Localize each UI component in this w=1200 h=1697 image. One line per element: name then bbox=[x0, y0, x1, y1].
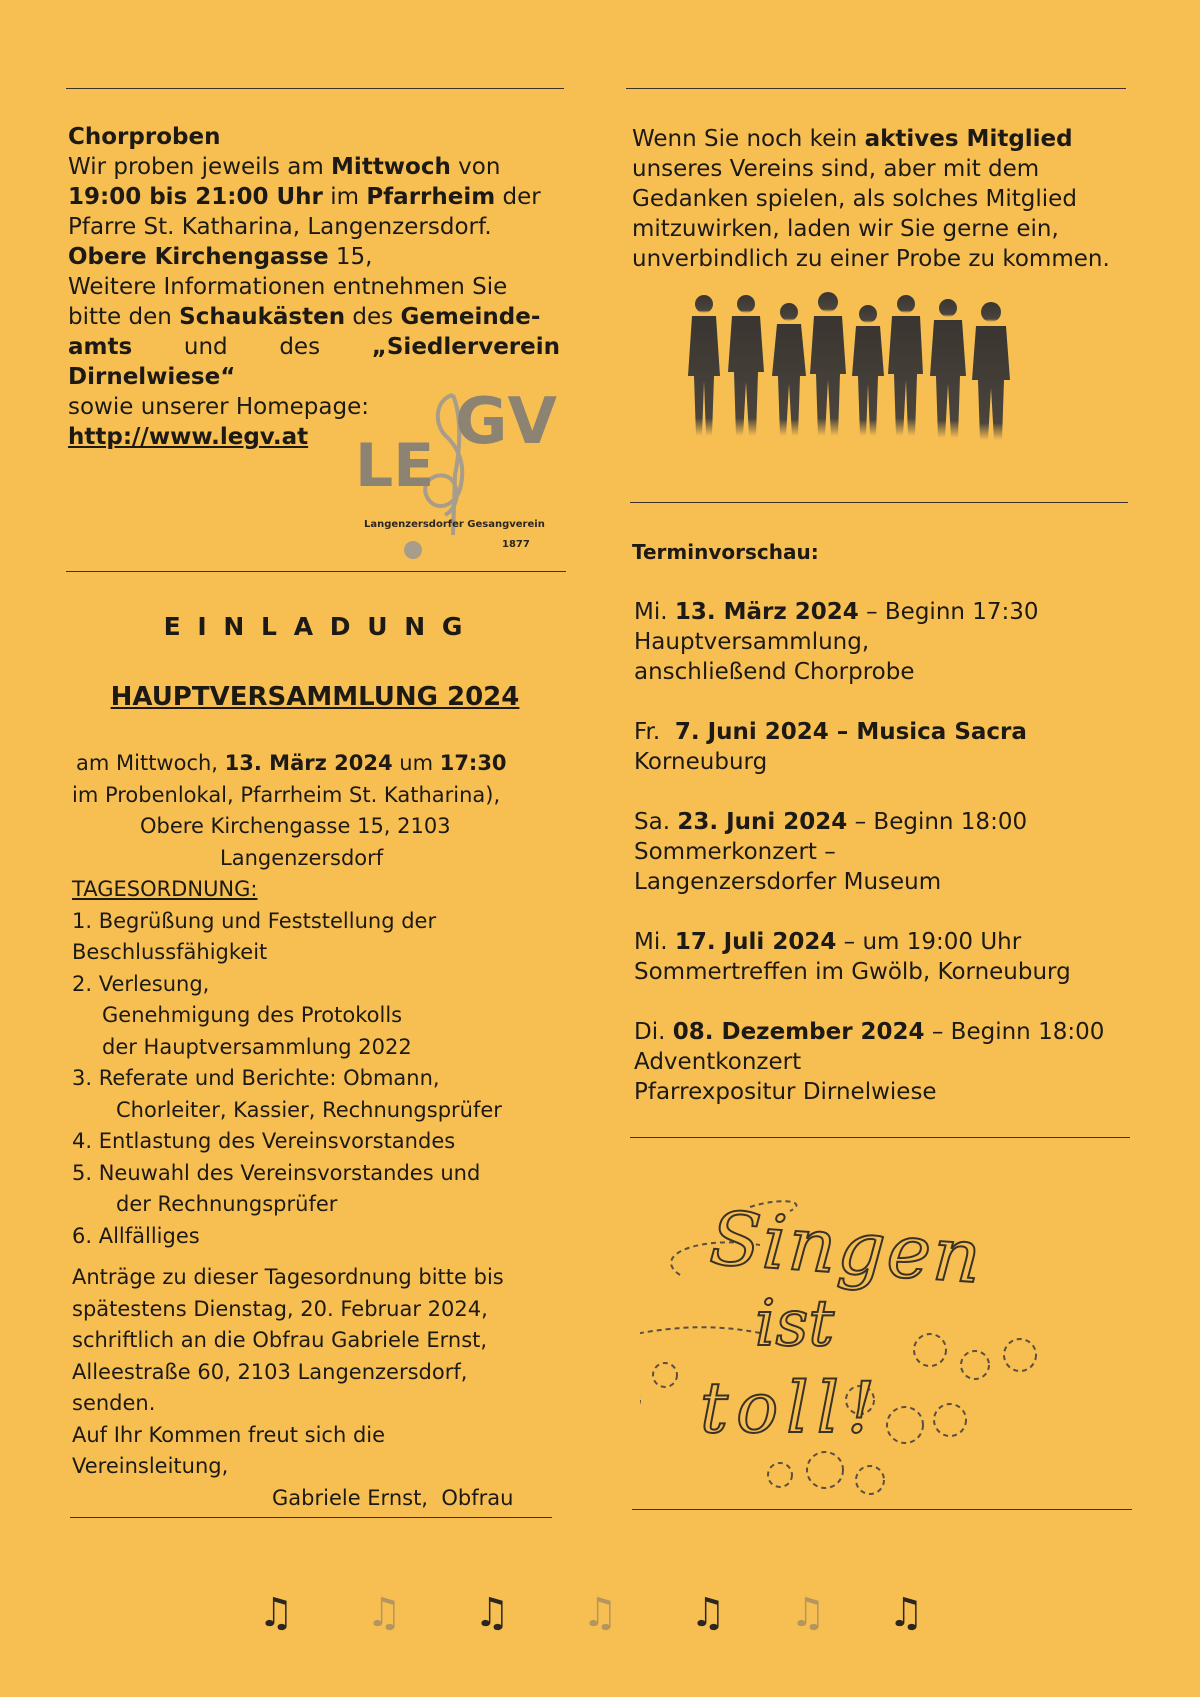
chorproben-heading: Chorproben bbox=[68, 124, 221, 150]
event-item: Di. 08. Dezember 2024 – Beginn 18:00 Adventkonzert Pfarrexpositur Dirnelwiese bbox=[634, 1019, 1105, 1105]
music-note-icon: ♫ bbox=[474, 1590, 510, 1636]
membership-invite: Wenn Sie noch kein aktives Mitglied unseres Vereins sind, aber mit dem Gedanken spielen, als solches Mitglied mitzuwirken, laden wir Sie gerne ein, unverbindlich zu einer Probe zu kommen. bbox=[632, 126, 1110, 272]
agenda-item: 2. Verlesung, bbox=[72, 971, 210, 996]
chorproben-line: Pfarre St. Katharina, Langenzersdorf. bbox=[68, 214, 492, 240]
divider bbox=[630, 1137, 1130, 1138]
music-note-icon: ♫ bbox=[582, 1590, 618, 1636]
music-note-icon: ♫ bbox=[366, 1590, 402, 1636]
agenda-item: der Rechnungsprüfer bbox=[116, 1192, 338, 1216]
divider bbox=[632, 1509, 1132, 1510]
agenda-item: der Hauptversammlung 2022 bbox=[102, 1034, 412, 1059]
slogan-word: toll! bbox=[700, 1367, 884, 1449]
logo-letters-gv: GV bbox=[455, 385, 558, 459]
music-note-icon: ♫ bbox=[888, 1590, 924, 1636]
agenda-item: Beschlussfähigkeit bbox=[72, 940, 268, 964]
music-note-icon: ♫ bbox=[258, 1590, 294, 1636]
termine-heading: Terminvorschau: bbox=[632, 540, 819, 564]
logo-letters-le: LE bbox=[355, 431, 435, 501]
divider bbox=[66, 571, 566, 572]
agenda-list bbox=[72, 906, 562, 1253]
event-item: Fr. 7. Juni 2024 – Musica Sacra Korneuburg bbox=[634, 719, 1027, 775]
agenda-heading: TAGESORDNUNG: bbox=[72, 877, 258, 901]
people-silhouettes-image bbox=[680, 290, 1050, 450]
meeting-details: am Mittwoch, 13. März 2024 um 17:30 im Probenlokal, Pfarrheim St. Katharina), Obere Kirchengasse 15, 2103 Langenzersdorf TAGESORDNUNG: 1. Begrüßung und Feststellung der Beschlussfähigkeit 2. Verlesung, Genehmigung des Protokolls der Hauptversammlung 2022 3. Referate und Berichte: Obmann, Chorleiter, Kassier, Rechnungsprüfer 4. Entlastung des Vereinsvorstandes 5. Neuwahl des Vereinsvorstandes und der Rechnungsprüfer 6. Allfälliges bbox=[72, 748, 562, 1252]
agenda-item: 6. Allfälliges bbox=[72, 1223, 200, 1248]
signature: Gabriele Ernst, Obfrau bbox=[272, 1485, 514, 1510]
music-note-icon: ♫ bbox=[690, 1590, 726, 1636]
agenda-item: 5. Neuwahl des Vereinsvorstandes und bbox=[72, 1160, 481, 1185]
chorproben-line: sowie unserer Homepage: bbox=[68, 394, 369, 420]
chorproben-line: 19:00 bis 21:00 Uhr im Pfarrheim der bbox=[68, 184, 541, 210]
agenda-item: Genehmigung des Protokolls bbox=[102, 1003, 403, 1027]
agenda-item: Chorleiter, Kassier, Rechnungsprüfer bbox=[116, 1097, 502, 1122]
chorproben-line: Obere Kirchengasse 15, bbox=[68, 244, 373, 270]
logo-name: Langenzersdorfer Gesangverein bbox=[364, 519, 545, 530]
slogan-word: ist bbox=[755, 1287, 835, 1361]
divider bbox=[70, 1517, 552, 1518]
event-item: Mi. 13. März 2024 – Beginn 17:30 Hauptversammlung, anschließend Chorprobe bbox=[634, 599, 1039, 685]
logo-year: 1877 bbox=[502, 539, 530, 550]
chorproben-line: Wir proben jeweils am Mittwoch von bbox=[68, 154, 501, 180]
closing-text: Anträge zu dieser Tagesordnung bitte bis spätestens Dienstag, 20. Februar 2024, schriftlich an die Obfrau Gabriele Ernst, Alleestraße 60, 2103 Langenzersdorf, senden. Auf Ihr Kommen freut sich die Vereinsleitung, Gabriele Ernst, Obfrau bbox=[72, 1262, 562, 1514]
agenda-item: 3. Referate und Berichte: Obmann, bbox=[72, 1066, 440, 1090]
music-note-icon: ♫ bbox=[790, 1590, 826, 1636]
divider bbox=[630, 502, 1128, 503]
event-item: Mi. 17. Juli 2024 – um 19:00 Uhr Sommertreffen im Gwölb, Korneuburg bbox=[634, 929, 1071, 985]
divider bbox=[66, 88, 564, 89]
singen-ist-toll-artwork bbox=[640, 1195, 1080, 1495]
chorproben-line: bitte den Schaukästen des Gemeinde- bbox=[68, 304, 541, 330]
event-list bbox=[634, 597, 1134, 1137]
legv-logo bbox=[350, 385, 558, 565]
agenda-item: 1. Begrüßung und Feststellung der bbox=[72, 908, 437, 933]
slogan-word: Singen bbox=[707, 1195, 986, 1301]
event-item: Sa. 23. Juni 2024 – Beginn 18:00 Sommerkonzert – Langenzersdorfer Museum bbox=[634, 809, 1028, 895]
chorproben-line: amts und des „Siedlerverein Dirnelwiese“ bbox=[68, 334, 560, 390]
einladung-heading: E I N L A D U N G bbox=[163, 612, 467, 641]
chorproben-line: Weitere Informationen entnehmen Sie bbox=[68, 274, 508, 300]
homepage-link[interactable]: http://www.legv.at bbox=[68, 424, 309, 450]
hauptversammlung-title: HAUPTVERSAMMLUNG 2024 bbox=[110, 682, 520, 712]
agenda-item: 4. Entlastung des Vereinsvorstandes bbox=[72, 1129, 456, 1153]
divider bbox=[626, 88, 1126, 89]
